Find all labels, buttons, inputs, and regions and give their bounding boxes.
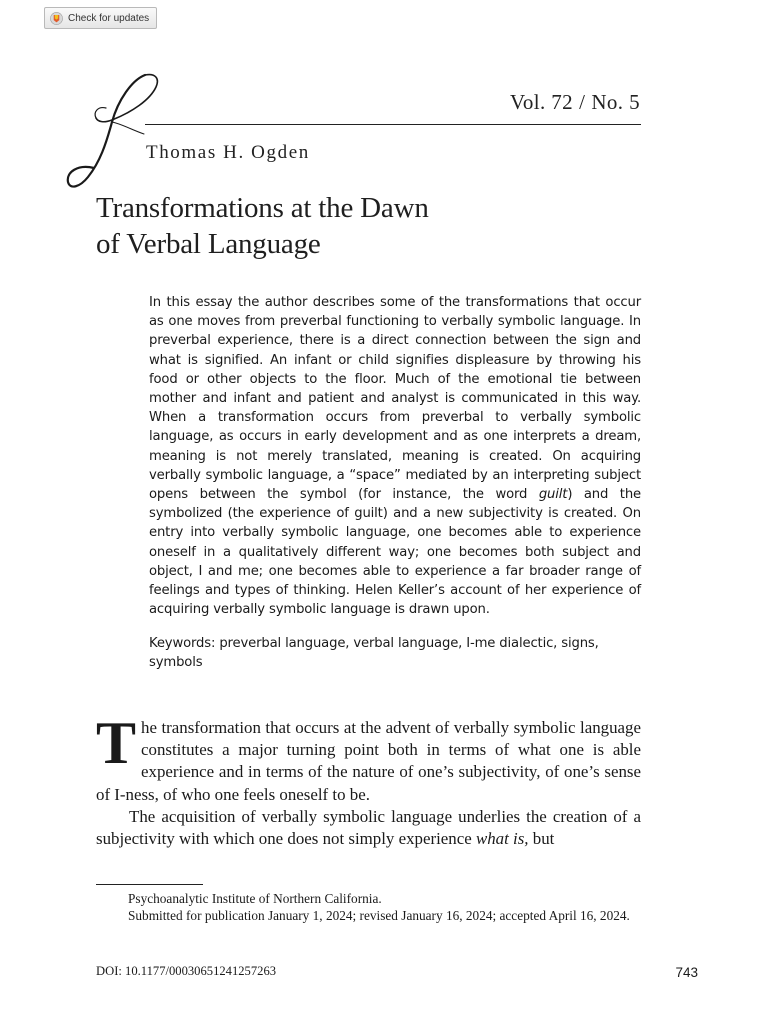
article-title-line-1: Transformations at the Dawn <box>96 192 429 224</box>
abstract-text-start: In this essay the author describes some of the transformations that occur as one moves from preverbal functioning to verbally symbolic language. In preverbal experience, there is a direct connection between the sign and what is signified. An infant or child signifies displeasure by throwing his food or other objects to the floor. Much of the emotional tie between mother and infant and patient and analyst is communicated in this way. When a transformation occurs from preverbal to verbally symbolic language, as occurs in early development and as one interprets a dream, meaning is not merely translated, meaning is created. On acquiring verbally symbolic language, a “space” mediated by an interpreting subject opens between the symbol (for instance, the word <box>149 295 641 503</box>
check-for-updates-label: Check for updates <box>68 12 150 24</box>
keywords: Keywords: preverbal language, verbal language, I-me dialectic, signs, symbols <box>149 636 599 671</box>
article-title <box>96 190 556 262</box>
crossmark-icon <box>50 12 63 25</box>
body-text <box>96 710 641 850</box>
body-paragraph-2-start: The acquisition of verbally symbolic language underlies the creation of a subjectivity with which one does not simply experience <box>96 806 641 849</box>
doi: DOI: 10.1177/00030651241257263 <box>96 964 277 978</box>
body-paragraph-1-text: he transformation that occurs at the advent of verbally symbolic language constitutes a major turning point both in terms of what one is able experience and in terms of the nature of one’s subjectivity, of one’s sense of I-ness, of who one feels oneself to be. <box>96 718 641 804</box>
journal-monogram-logo <box>60 72 170 197</box>
page-number: 743 <box>675 965 698 980</box>
body-paragraph-2 <box>96 806 641 850</box>
header-rule <box>145 124 641 125</box>
body-paragraph-2-italic: what is, <box>475 829 529 849</box>
issue-label: No. 5 <box>591 90 640 114</box>
footnote-affiliation: Psychoanalytic Institute of Northern California. <box>128 891 382 906</box>
volume-separator: / <box>579 90 586 114</box>
body-paragraph-2-end: but <box>528 829 555 849</box>
abstract <box>149 293 641 619</box>
abstract-text-end: ) and the symbolized (the experience of guilt) and a new subjectivity is created. On entry into verbally symbolic language, one becomes able to experience oneself in a qualitatively different way; one becomes both subject and object, I and me; one becomes able to experience a far broader range of feelings and types of thinking. Helen Keller’s account of her experience of acquiring verbally symbolic language is drawn upon. <box>149 487 641 618</box>
volume-issue <box>510 90 640 115</box>
footnote-submission: Submitted for publication January 1, 2024; revised January 16, 2024; accepted April 16, 2024. <box>128 907 630 923</box>
check-for-updates-button[interactable] <box>44 7 157 29</box>
author-name: Thomas H. Ogden <box>146 142 310 163</box>
volume-label: Vol. 72 <box>509 90 574 114</box>
abstract-italic-word: guilt <box>538 487 568 503</box>
footnotes <box>96 891 641 925</box>
drop-cap: T <box>96 710 137 776</box>
footnote-rule <box>96 884 203 885</box>
article-title-line-2: of Verbal Language <box>96 228 321 260</box>
body-paragraph-1 <box>96 710 641 806</box>
